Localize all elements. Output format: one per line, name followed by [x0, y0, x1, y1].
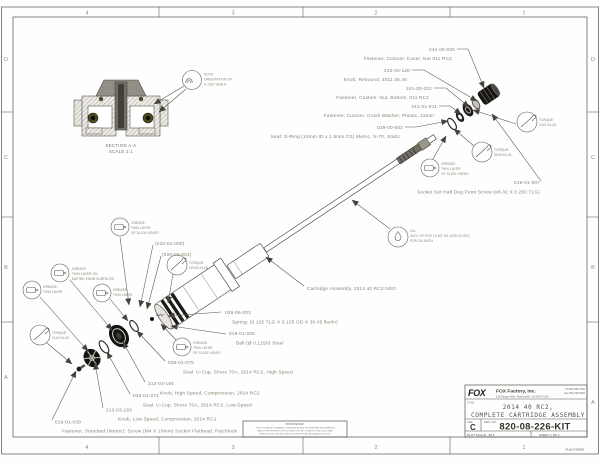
callout-oring-seal	[271, 125, 404, 139]
title-block	[465, 385, 587, 452]
grease-label: GREASE:	[43, 285, 58, 289]
torque-label: TORQUE:	[189, 261, 205, 265]
callout-screw-flathead	[55, 420, 238, 434]
part-desc: Seal: U-Cup, Shore 70A, 2014 RC2, High Speed	[183, 369, 293, 375]
zone-bottom-1: 1	[522, 445, 526, 451]
sheet-border	[1, 7, 599, 454]
callout-cover-nut	[364, 47, 456, 61]
zone-top-3: 3	[231, 10, 235, 17]
note-line1: NOTE:	[204, 72, 215, 77]
part-desc: Knob, High Speed, Compression, 2014 RC2	[160, 390, 260, 396]
part-desc: Ball (Ø 0.1250) Steel	[236, 340, 284, 346]
torque-value: 11±2 IN-LB.	[539, 123, 557, 127]
oil-line1: OIL:	[410, 229, 417, 233]
part-number: 029-00-053	[377, 125, 403, 130]
grease-line3: OF SLICK HONEY	[441, 172, 470, 176]
torque-value: 220±5 IN-LB	[189, 266, 208, 270]
part-desc: Knob, Low Speed, Compression, 2014 RC2	[118, 416, 217, 422]
grease-note-2	[51, 264, 114, 282]
part-number: 019-01-007	[514, 180, 540, 185]
grease-tube-icon	[177, 345, 186, 350]
part-desc: Knob, Rebound, 2011 36.40	[343, 77, 407, 82]
zone-right-a: A	[591, 400, 595, 406]
torque-wrench-icon	[521, 115, 536, 127]
callout-knob-rebound	[344, 68, 410, 82]
title-label: TITLE	[467, 401, 475, 405]
grease-label: GREASE:	[131, 221, 146, 225]
company-address: 130 Hangar Way, Watsonville, CA 95076 USA	[496, 395, 549, 399]
zone-left-c: C	[4, 155, 8, 161]
part-number: 036-01-075	[168, 360, 194, 365]
plot-scale: PLOT SCALE: .50:1	[467, 432, 495, 437]
grease-note-5	[173, 338, 222, 356]
grease-tube-icon	[97, 291, 106, 296]
callout-ball	[229, 331, 284, 346]
grease-line3: OF SLICK HONEY	[131, 231, 160, 235]
torque-wrench-icon	[171, 258, 186, 270]
grease-note-3	[23, 281, 63, 299]
high-speed-knob	[105, 321, 133, 351]
part-number: 213-03-194	[148, 381, 174, 386]
oil-note	[388, 227, 470, 247]
part-number: 039-06-003	[225, 310, 251, 315]
drawing-title-line1: 2014 40 RC2,	[502, 404, 554, 411]
grease-line2: THIN LAYER ON	[72, 272, 98, 276]
drawing-title-line2: COMPLETE CARTRIDGE ASSEMBLY	[471, 412, 585, 419]
ball-part	[150, 317, 154, 321]
ref-label-2: (020-03-003)	[162, 252, 192, 257]
grease-line3: OF SLICK HONEY	[193, 351, 222, 355]
ucup-low-part	[97, 339, 110, 354]
callout-knob-low	[106, 408, 217, 422]
part-number: 019-01-030	[55, 419, 81, 425]
part-desc: Seal: U-Cup, Shore 70A, 2014 RC2, Low-Speed	[143, 402, 252, 408]
section-view	[74, 80, 168, 154]
callout-crush-washer	[324, 104, 437, 118]
part-number: 210-03-120	[384, 68, 410, 73]
grease-label: GREASE:	[441, 162, 456, 166]
part-desc: Fastener, Custom: Cover, Nut 011 RC2	[363, 56, 452, 61]
sheet-size: C	[470, 423, 476, 432]
proprietary-line2: THAT IS THE PROPERTY OF FOX FACTORY INC. IT MAY NOT BE DISCLOSED,	[256, 430, 334, 433]
company-fax: Fax 831.768.9342	[564, 392, 585, 395]
torque-note-4	[30, 325, 70, 345]
proprietary-line3: REPRODUCED OR USED WITHOUT WRITTEN AUTHORIZATION OF FOX.	[259, 433, 331, 436]
crush-washer-part	[454, 110, 466, 123]
ucup-orientation-icon	[186, 79, 192, 83]
grease-label: GREASE:	[72, 267, 87, 271]
oil-line2: 30CC OF FOX 10 WT OIL (025-03-007)	[410, 234, 470, 238]
zone-left-b: B	[4, 265, 8, 271]
part-desc: Fastener, Custom: Crush Washer, Plastic, 12mm	[323, 113, 434, 118]
size-label: SIZE	[467, 421, 473, 424]
mid-tube	[227, 243, 269, 279]
proe-footer: ProE ASSEM	[565, 447, 584, 452]
grease-tube-icon	[55, 271, 64, 276]
note-line3: U-CUP SEALS	[204, 82, 227, 87]
grease-label: GREASE:	[193, 341, 208, 345]
drawing-number: 820-08-226-KIT	[499, 421, 571, 433]
proprietary-notice	[243, 421, 347, 437]
part-number: 213-03-193	[106, 407, 132, 413]
part-number: 241-01-011	[411, 104, 437, 109]
proprietary-line1: THIS DOCUMENT CONTAINS CONFIDENTIAL AND PROPRIETARY INFORMATION	[255, 427, 335, 430]
sheet-count: SHEET 1 OF 1	[539, 432, 560, 437]
zone-left-d: D	[4, 57, 8, 63]
dwg-no-label: DWG. NO.	[484, 421, 497, 424]
part-number: 018-01-000	[229, 331, 255, 336]
oil-line3: FOR OIL BATH	[410, 239, 433, 243]
zone-right-d: D	[591, 57, 595, 63]
part-desc: Fastener, Custom: Nut, Bottom, 011 RC2	[336, 95, 429, 100]
zone-right-b: B	[591, 265, 595, 271]
grease-line2: THIN LAYER	[43, 290, 63, 294]
part-desc: Fastener, Standard (Metric): Screw (M4 X 10mm) Socket Flathead, Patchlock	[62, 428, 238, 434]
oring-seal-part	[446, 117, 458, 131]
part-desc: Seal: O-Ring (15mm ID x 1.5mm CS) Metric, N-70, Static	[270, 134, 400, 139]
torque-wrench-icon	[476, 145, 491, 157]
torque-note-1	[517, 112, 557, 132]
section-scale: SCALE 2:1	[108, 149, 134, 154]
part-desc: Spring: (0.125 TLG X 0.125 OD X 36.45 lbs/in)	[232, 319, 338, 325]
grease-line2: THIN LAYER	[131, 226, 151, 230]
oil-drop-icon	[395, 232, 401, 241]
grease-tube-icon	[115, 225, 124, 230]
part-desc: Socket Set Half Dog Point Screw (#8-32 X 0.250 TLG)	[417, 189, 540, 195]
grease-line2: THIN LAYER	[193, 346, 213, 350]
proprietary-heading: PROPRIETARY	[285, 423, 305, 426]
washer-ring-part	[471, 98, 482, 110]
flathead-screw-part	[76, 363, 86, 372]
part-number: 241-00-022	[406, 86, 432, 91]
torque-note-3	[167, 255, 208, 275]
torque-label: TORQUE:	[539, 118, 555, 122]
zone-bottom-3: 3	[231, 445, 235, 451]
callout-spring	[225, 310, 338, 325]
grease-line3: MATING KNOB SURFACES	[72, 277, 115, 281]
callout-set-screw	[417, 180, 540, 195]
cover-nut-knob	[477, 82, 502, 106]
ref-label-1: (010-01-000)	[155, 241, 185, 246]
zone-right-c: C	[591, 155, 595, 161]
callout-knob-high	[148, 381, 260, 396]
grease-line2: THIN LAYER	[113, 293, 133, 297]
note-line2: ORIENTATION OF	[204, 77, 233, 82]
callout-ucup-high	[168, 360, 293, 375]
company-phone: Ph 800.369.7469	[565, 388, 585, 391]
zone-top-1: 1	[522, 10, 526, 17]
torque-value: 50±5 IN-LB.	[494, 153, 513, 157]
zone-bottom-4: 4	[85, 445, 89, 451]
grease-label: GREASE:	[113, 288, 128, 292]
fox-logo: FOX	[468, 388, 486, 398]
part-number: 241-00-026	[429, 47, 455, 52]
torque-value: 11±2 IN-LB.	[52, 336, 70, 340]
section-caption: SECTION A-A	[105, 143, 137, 148]
part-number: 036-01-074	[133, 393, 159, 398]
torque-wrench-icon	[34, 328, 49, 340]
cartridge-assembly-label: Cartridge Assembly, 2014 40 RC2 NSO	[307, 286, 396, 291]
zone-top-4: 4	[85, 10, 89, 17]
ucup-high-part	[128, 319, 140, 333]
company-name: FOX Factory, Inc.	[496, 389, 536, 395]
torque-note-2	[472, 142, 512, 162]
zone-bottom-2: 2	[374, 445, 378, 451]
zone-left-a: A	[4, 375, 8, 381]
grease-tube-icon	[425, 166, 434, 171]
callout-nut-bottom	[336, 86, 432, 100]
grease-tube-icon	[27, 288, 36, 293]
torque-label: TORQUE:	[494, 148, 510, 152]
grease-note-6	[421, 159, 470, 177]
torque-label: TORQUE:	[52, 331, 68, 335]
grease-line2: THIN LAYER	[441, 167, 461, 171]
grease-note-4	[93, 284, 133, 302]
grease-note-1	[111, 218, 160, 236]
zone-top-2: 2	[374, 10, 378, 17]
